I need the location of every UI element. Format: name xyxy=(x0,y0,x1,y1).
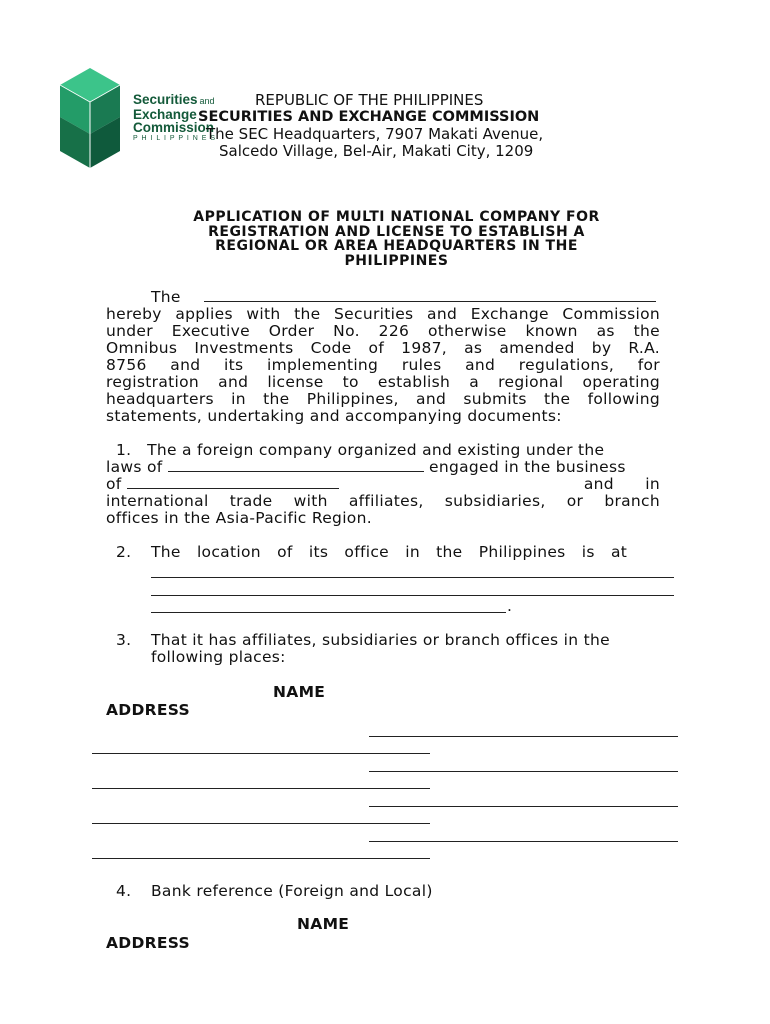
intro-first-line: The xyxy=(151,289,661,306)
item-2-number: 2. xyxy=(116,543,132,561)
header-address-2: Salcedo Village, Bel-Air, Makati City, 1209 xyxy=(219,142,534,160)
intro-paragraph: hereby applies with the Securities and Exchange Commission under Executive Order No. 226 otherwise known as the Omnibus Investments Code of 1987, as amended by R.A. 8756 and its implementing rules and regulations, for registration and license to establish a regional operating headquarters in the Philippines, and submits the following statements, undertaking and accompanying documents: xyxy=(106,305,660,425)
affiliate-address-blank-1[interactable] xyxy=(92,753,430,754)
office-location-blank-3[interactable] xyxy=(151,612,506,613)
bank-name-header: NAME xyxy=(297,915,350,933)
business-of-blank[interactable] xyxy=(127,488,339,489)
bank-address-header: ADDRESS xyxy=(106,934,190,952)
affiliate-address-blank-3[interactable] xyxy=(92,823,430,824)
header-commission: SECURITIES AND EXCHANGE COMMISSION xyxy=(198,109,540,125)
office-location-blank-2[interactable] xyxy=(151,595,674,596)
item-2-period: . xyxy=(507,597,513,615)
affiliate-name-blank-4[interactable] xyxy=(369,841,678,842)
document-title: APPLICATION OF MULTI NATIONAL COMPANY FOR REGISTRATION AND LICENSE TO ESTABLISH A REGIONAL OR AREA HEADQUARTERS IN THE PHILIPPINES xyxy=(193,209,600,269)
sec-logo-text: Securities and Exchange Commission P H I L I P P I N E S xyxy=(133,92,216,142)
affiliate-name-blank-2[interactable] xyxy=(369,771,678,772)
header-republic: REPUBLIC OF THE PHILIPPINES xyxy=(255,91,484,109)
affiliates-address-header: ADDRESS xyxy=(106,701,190,719)
affiliate-name-blank-3[interactable] xyxy=(369,806,678,807)
laws-of-blank[interactable] xyxy=(168,471,424,472)
item-3-text: That it has affiliates, subsidiaries or branch offices in the following places: xyxy=(151,631,610,666)
office-location-blank-1[interactable] xyxy=(151,577,674,578)
affiliates-name-header: NAME xyxy=(273,683,326,701)
affiliate-address-blank-2[interactable] xyxy=(92,788,430,789)
item-2-text: The location of its office in the Philippines is at xyxy=(151,543,628,561)
affiliate-name-blank-1[interactable] xyxy=(369,736,678,737)
affiliate-address-blank-4[interactable] xyxy=(92,858,430,859)
item-3-number: 3. xyxy=(116,631,132,649)
company-name-blank[interactable] xyxy=(204,301,656,302)
sec-logo-emblem-icon xyxy=(60,68,120,168)
header-address-1: The SEC Headquarters, 7907 Makati Avenue, xyxy=(206,125,544,143)
item-1: 1. The a foreign company organized and existing under the laws of engaged in the business of and in international trade with affiliates, subsidiaries, or branch offices in the Asia-Pacific Region. xyxy=(106,441,660,527)
item-4-number: 4. xyxy=(116,882,132,900)
item-4-text: Bank reference (Foreign and Local) xyxy=(151,882,433,900)
